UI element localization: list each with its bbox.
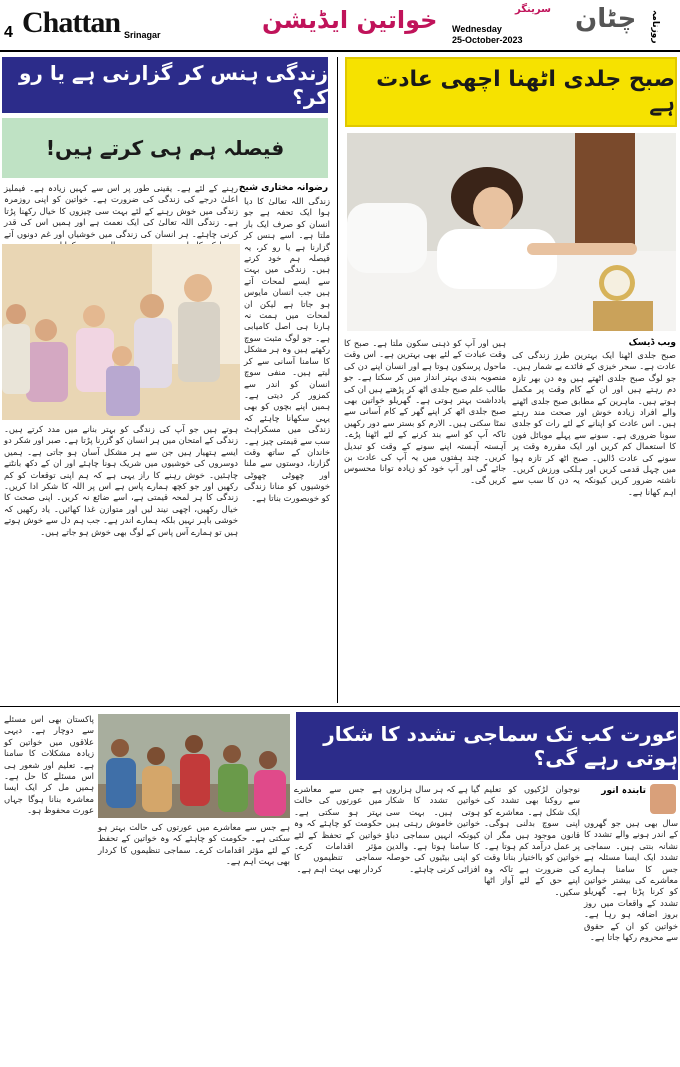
bottom-article-col6: ہے جس سے معاشرے میں عورتوں کی حالت بہتر ہو سکتی ہے۔ حکومت کو چاہئے کہ وہ خواتین کے تحفظ کے لئے مؤثر اقدامات کرے۔ سماجی تنظیموں کا کردار بھی بہت اہم ہے۔: [98, 822, 290, 867]
left-article-subheadline: فیصلہ ہم ہی کرتے ہیں!: [2, 118, 328, 178]
right-article-headline: صبح جلدی اٹھنا اچھی عادت ہے: [345, 57, 677, 127]
bottom-article-byline: تابندہ انور: [601, 786, 646, 796]
bottom-article-col1: سال بھی ہیں جو گھروں کے اندر ہونے والے تشدد کا نشانہ بنتی ہیں۔ سماجی تشدد ایک ایسا مسئلہ ہے جس کا سامنا ہمارے معاشرے کی بیشتر خواتین کو کرنا پڑتا ہے۔ گھریلو تشدد کے واقعات میں روز بروز اضافہ ہو رہا ہے۔ خواتین کو ان کے حقوق سے محروم رکھا جاتا ہے۔: [584, 818, 678, 943]
left-article-byline: رضوانہ مختاری شیخ: [238, 183, 328, 193]
city-label: Srinagar: [124, 30, 161, 40]
roznama-label: روزنامہ: [650, 10, 660, 44]
right-article-byline: ویب ڈیسک: [628, 338, 676, 348]
left-article-col1: رہنے کے لئے ہے۔ یقینی طور پر اس سے کہیں زیادہ ہے۔ فیملیز اعلیٰ درجے کی زندگی کی ضرورت ہے۔ خواتین کو اپنی روزمرہ زندگی میں خوش رہنے کے لئے بہت سی چیزوں کا خیال رکھنا پڑتا ہے۔ زندگی اللہ تعالیٰ کی ایک نعمت ہے اور ہمیں اس کی قدر کرنی چاہئے۔ ہر انسان کی زندگی میں خوشیاں اور غم دونوں آتے: [4, 183, 238, 239]
column-divider: [337, 57, 338, 703]
right-article-col1: صبح جلدی اٹھنا ایک بہترین طرز زندگی کی عادت ہے۔ سحر خیزی کے فائدے بے شمار ہیں۔ جو لوگ صبح جلدی اٹھتے ہیں وہ دن بھر تازہ دم رہتے ہیں اور ان کے کام وقت پر مکمل ہوتے ہیں۔ ماہرین کے مطابق صبح جلدی اٹھنے والے افراد زیادہ خوش اور صحت مند رہتے ہیں۔ اس عادت کو اپنانے کے لئے رات کو جلدی سونا ضروری ہے۔ سونے سے پہلے موبائل فون کا استعمال کم کریں اور ایک مقررہ وقت پر سونے کی عادت ڈالیں۔ صبح اٹھ کر تازہ ہوا میں چہل قدمی کریں اور ہلکی ورزش کریں۔ ناشتہ ضرور کریں کیونکہ یہ دن کا سب سے اہم کھانا ہے۔: [512, 350, 676, 497]
bottom-article-col5: پاکستان بھی اس مسئلے سے دوچار ہے۔ دیہی علاقوں میں خواتین کو زیادہ مشکلات کا سامنا ہے۔ تعلیم اور شعور ہی اس مسئلے کا حل ہے۔ ہمیں مل کر ایک ایسا معاشرہ بنانا ہوگا جہاں عورت محفوظ ہو۔: [4, 714, 94, 816]
section-divider: [0, 706, 680, 707]
right-article-col2: ہیں اور آپ کو ذہنی سکون ملتا ہے۔ صبح کا وقت عبادت کے لئے بھی بہترین ہے۔ اس وقت ماحول پرسکون ہوتا ہے اور انسان اپنے دن کی منصوبہ بندی بہتر انداز میں کر سکتا ہے۔ جو طالب علم صبح جلدی اٹھ کر پڑھتے ہیں ان کی یادداشت بہتر ہوتی ہے۔ گھریلو خواتین بھی صبح جلدی اٹھ کر اپنے گھر کے کام آسانی سے نمٹا سکتی ہیں۔ الارم کو بستر سے دور رکھیں تاکہ آپ کو اسے بند کرنے کے لئے اٹھنا پڑے۔ آہستہ آہستہ اپنے سونے کے وقت کو تبدیل کریں۔ چند ہفتوں میں یہ آپ کی عادت بن جائے گی اور آپ خود کو زیادہ توانا محسوس کریں گی۔: [344, 338, 506, 485]
paper-name-english: Chattan: [22, 6, 121, 39]
bottom-article-headline: عورت کب تک سماجی تشدد کا شکار ہوتی رہے گی؟: [296, 712, 678, 780]
page-number: 4: [4, 24, 13, 41]
sleeping-woman-photo: [347, 133, 676, 331]
women-group-illustration: [98, 714, 290, 818]
bottom-article-col3: گیا ہے کہ ہر سال ہزاروں خواتین تشدد کا شکار ہوتی ہیں۔ بہت سی خواتین خاموش رہتی ہیں کیونکہ انہیں سماجی دباؤ کا سامنا ہوتا ہے۔ والدین کو اپنی بیٹیوں کی حوصلہ افزائی کرنی چاہئے۔: [386, 784, 480, 874]
left-article-col2: زندگی اللہ تعالیٰ کا دیا ہوا ایک تحفہ ہے جو انسان کو صرف ایک بار ملتا ہے۔ اسے ہنس کر گزارنا ہے یا رو کر، یہ فیصلہ ہم خود کرتے ہیں۔ زندگی میں بہت سے ایسے لمحات آتے ہیں جب انسان مایوس ہو جاتا ہے لیکن ان لمحات میں ہمت نہ ہارنا ہی اصل کامیابی ہے۔ جو لوگ مثبت سوچ رکھتے ہیں وہ ہر مشکل کا سامنا آسانی سے کر لیتے ہیں۔ منفی سوچ انسان کو اندر سے کمزور کر دیتی ہے۔ ہمیں اپنے بچوں کو بھی یہی سکھانا چاہئے کہ زندگی میں مسکراہٹ سب سے قیمتی چیز ہے۔ خاندان کے ساتھ وقت گزارنا، دوستوں سے ملنا اور چھوٹی چھوٹی خوشیوں کو منانا زندگی کو خوبصورت بناتا ہے۔: [244, 196, 330, 503]
family-photo-illustration: [2, 244, 240, 420]
left-article-headline: زندگی ہنس کر گزارنی ہے یا رو کر؟: [2, 57, 328, 113]
family-photo: [2, 244, 240, 420]
women-group-photo: [98, 714, 290, 818]
date-block: [452, 24, 538, 46]
date-label: 25-October-2023: [452, 35, 523, 45]
edition-title: خواتین ایڈیشن: [262, 6, 438, 34]
sleeping-woman-illustration: [347, 133, 676, 331]
masthead: [0, 0, 680, 52]
paper-logo-urdu: چٹان: [575, 4, 637, 34]
bottom-article-col4: ہے جس سے معاشرے میں عورتوں کی حالت بہتر ہو سکتی ہے۔ حکومت کو چاہئے کہ وہ خواتین کے تحفظ کے لئے مؤثر اقدامات کرے۔ سماجی تنظیموں کا کردار بھی بہت اہم ہے۔: [294, 784, 382, 874]
bottom-article-col2: نوجوان لڑکیوں کو تعلیم سے روکنا بھی تشدد کی ایک شکل ہے۔ معاشرے کو اپنی سوچ بدلنی ہوگی۔ قانون موجود ہیں مگر ان پر عمل درآمد کم ہوتا ہے۔ خواتین کو بااختیار بنانا وقت کی ضرورت ہے تاکہ وہ اپنے حق کے لئے آواز اٹھا سکیں۔: [484, 784, 580, 897]
day-label: Wednesday: [452, 24, 502, 34]
author-photo: [650, 784, 676, 814]
city-badge: سرینگر: [515, 4, 551, 15]
left-article-col3: ہوتے ہیں جو آپ کی زندگی کو بہتر بنانے میں مدد کرتے ہیں۔ زندگی کے امتحان میں ہر انسان کو گزرنا پڑتا ہے۔ صبر اور شکر دو ایسے ہتھیار ہیں جن سے ہر مشکل آسان ہو جاتی ہے۔ ہمیں دوسروں کی خوشیوں میں شریک ہونا چاہئے اور ان کے دکھ بانٹنے چاہئیں۔ خوش رہنے کا راز یہی ہے کہ ہم اپنی توقعات کو کم رکھیں اور جو کچھ ہمارے پاس ہے اس پر اللہ کا شکر ادا کریں۔ زندگی کا ہر لمحہ قیمتی ہے، اسے ضائع نہ کریں۔ اپنی صحت کا خیال رکھیں، اچھی نیند لیں اور متوازن غذا کھائیں۔ یاد رکھیں کہ خوشی باہر نہیں بلکہ ہمارے اندر ہے۔ جب ہم دل سے خوش ہوتے ہیں تو ہمارے آس پاس کے لوگ بھی خوش ہو جاتے ہیں۔: [4, 424, 238, 537]
